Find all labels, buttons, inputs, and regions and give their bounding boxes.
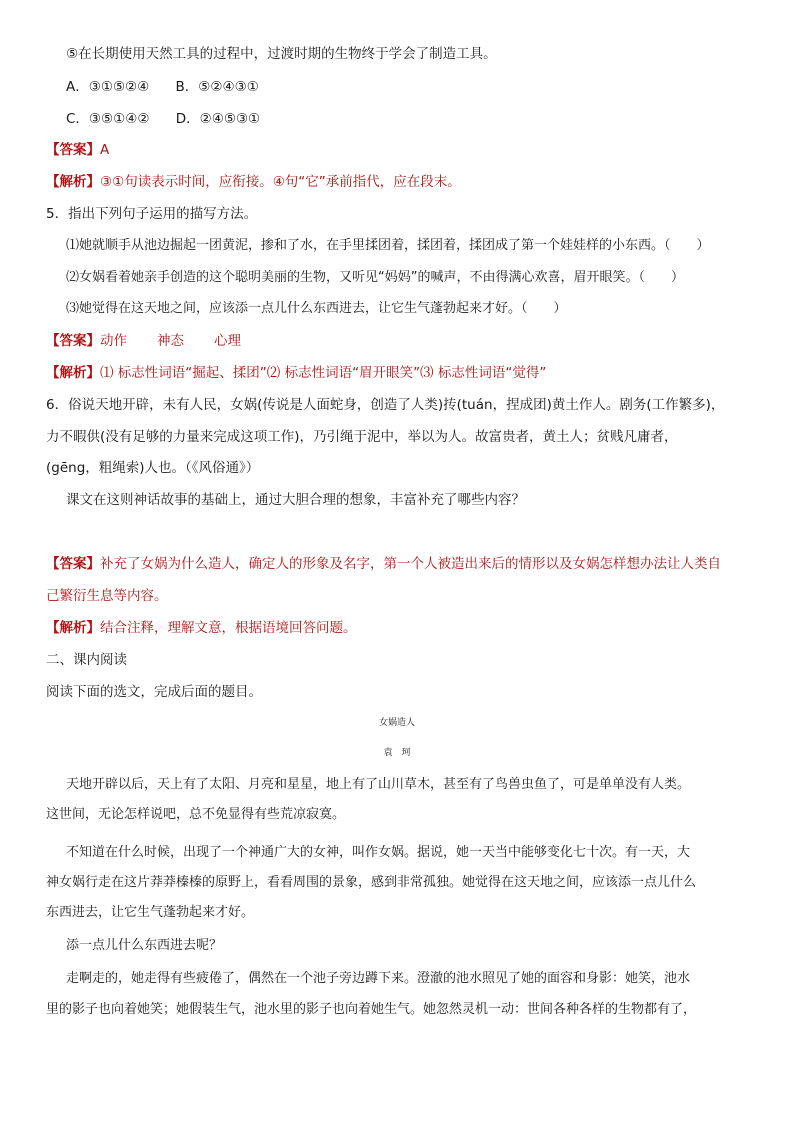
answer-text: A: [100, 142, 110, 158]
passage-p4-line-1: 走啊走的，她走得有些疲倦了，偶然在一个池子旁边蹲下来。澄澈的池水照见了她的面容和身影：她笑，池水: [66, 971, 691, 986]
reading-instruction: 阅读下面的选文，完成后面的题目。: [46, 684, 262, 700]
q5-sentence-3: ⑶她觉得在这天地之间，应该添一点儿什么东西进去，让它生气蓬勃起来才好。（ ）: [66, 301, 567, 316]
q4-option-c: C．③⑤①④②: [66, 111, 150, 127]
passage-p4-line-2: 里的影子也向着她笑；她假装生气，池水里的影子也向着她生气。她忽然灵机一动：世间各种各样的生物都有了，: [46, 1002, 697, 1017]
passage-title: 女娲造人: [378, 718, 415, 728]
q6-answer-line-1: [46, 554, 721, 574]
passage-author: 袁 珂: [383, 748, 411, 758]
answer-tag: 【答案】: [46, 333, 100, 349]
passage-p2-line-2: 神女娲行走在这片莽莽榛榛的原野上，看看周围的景象，感到非常孤独。她觉得在这天地之间，应该添一点儿什么: [46, 875, 697, 890]
answer-text: 补充了女娲为什么造人，确定人的形象及名字，第一个人被造出来后的情形以及女娲怎样想办法让人类自: [100, 556, 721, 572]
answer-text-2: 神态: [157, 333, 184, 349]
analysis-tag: 【解析】: [46, 174, 100, 190]
q5-sentence-2: ⑵女娲看着她亲手创造的这个聪明美丽的生物，又听见“妈妈”的喊声，不由得满心欢喜，眉开眼笑。（ ）: [66, 270, 684, 285]
passage-p1-line-2: 这世间，无论怎样说吧，总不免显得有些荒凉寂寞。: [46, 807, 346, 822]
passage-p2-line-3: 东西进去，让它生气蓬勃起来才好。: [46, 905, 255, 920]
q4-option-d: D．②④⑤③①: [175, 111, 261, 127]
q4-answer: [46, 140, 109, 160]
q6-analysis: [46, 618, 357, 638]
q5-stem: 5．指出下列句子运用的描写方法。: [46, 206, 258, 222]
q5-analysis: [46, 363, 546, 383]
q5-answer: [46, 331, 241, 351]
analysis-text: ③①句读表示时间，应衔接。④句“它”承前指代，应在段末。: [100, 174, 461, 190]
q6-answer-line-2: 己繁衍生息等内容。: [46, 588, 168, 604]
passage-p1-line-1: 天地开辟以后，天上有了太阳、月亮和星星，地上有了山川草木，甚至有了鸟兽虫鱼了，可是单单没有人类。: [66, 777, 691, 792]
answer-tag: 【答案】: [46, 556, 100, 572]
q6-passage-line-1: 6．俗说天地开辟，未有人民，女娲(传说是人面蛇身，创造了人类)抟(tuán，捏成团)黄土作人。剧务(工作繁多)，: [46, 397, 725, 413]
answer-text-1: 动作: [100, 333, 127, 349]
q4-analysis: [46, 172, 461, 192]
q4-option-a: A．③①⑤②④: [66, 79, 150, 95]
passage-p3: 添一点儿什么东西进去呢？: [66, 938, 223, 953]
q4-option-b: B．⑤②④③①: [175, 79, 259, 95]
q6-question: 课文在这则神话故事的基础上，通过大胆合理的想象，丰富补充了哪些内容？: [66, 492, 525, 508]
q5-sentence-1: ⑴她就顺手从池边掘起一团黄泥，掺和了水，在手里揉团着，揉团着，揉团成了第一个娃娃样的小东西。（ ）: [66, 238, 710, 253]
answer-text-3: 心理: [214, 333, 241, 349]
q4-item-5: ⑤在长期使用天然工具的过程中，过渡时期的生物终于学会了制造工具。: [66, 46, 497, 62]
answer-tag: 【答案】: [46, 142, 100, 158]
analysis-tag: 【解析】: [46, 365, 100, 381]
analysis-text: 结合注释，理解文意，根据语境回答问题。: [100, 620, 357, 636]
passage-p2-line-1: 不知道在什么时候，出现了一个神通广大的女神，叫作女娲。据说，她一天当中能够变化七十次。有一天，大: [66, 845, 691, 860]
analysis-text: ⑴ 标志性词语“掘起、揉团”⑵ 标志性词语“眉开眼笑”⑶ 标志性词语“觉得”: [100, 365, 547, 381]
section-heading: 二、课内阅读: [46, 652, 127, 668]
q4-options-row-2: [66, 109, 260, 129]
q6-passage-line-3: (gēng，粗绳索)人也。（《风俗通》）: [46, 460, 260, 476]
analysis-tag: 【解析】: [46, 620, 100, 636]
q4-options-row-1: [66, 77, 259, 97]
q6-passage-line-2: 力不暇供(没有足够的力量来完成这项工作)，乃引绳于泥中，举以为人。故富贵者，黄土人；贫贱凡庸者，: [46, 429, 678, 445]
